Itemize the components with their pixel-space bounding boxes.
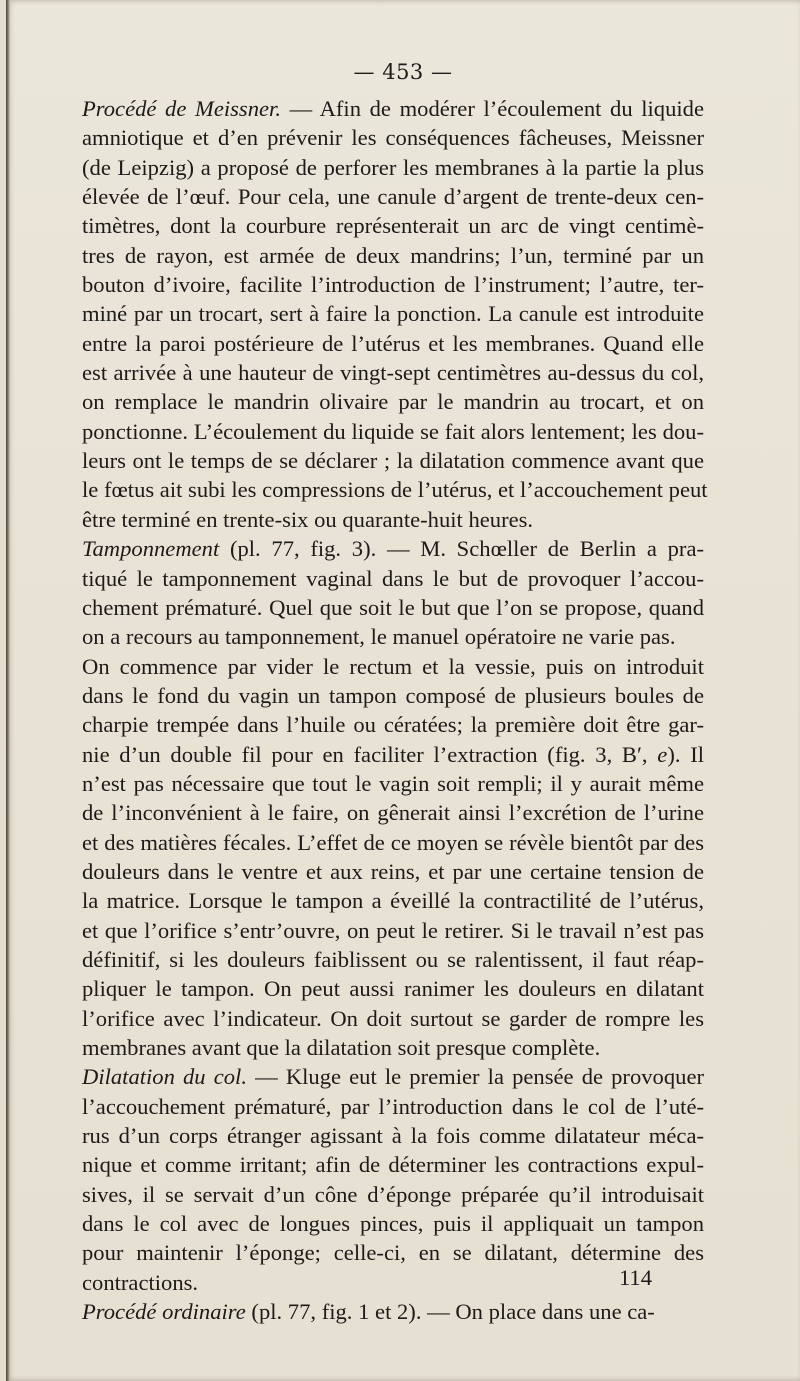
text-run: timètres, dont la courbure représenterait un arc de vingt centimè-: [82, 213, 704, 239]
text-run: définitif, si les douleurs faiblissent ou se ralentissent, il faut réap-: [82, 946, 704, 972]
signature-mark: 114: [618, 1265, 652, 1290]
text-run: (pl. 77, fig. 3). — M. Schœller de Berlin a pra-: [219, 536, 704, 562]
text-run: n’est pas nécessaire que tout le vagin soit rempli; il y aurait même: [82, 770, 704, 796]
text-line: [82, 798, 704, 827]
text-line: [82, 534, 704, 563]
text-line: [82, 1238, 704, 1267]
text-line: [82, 1209, 704, 1238]
text-run: tres de rayon, est armée de deux mandrins; l’un, terminé par un: [82, 242, 704, 268]
italic-run: Tamponnement: [82, 536, 220, 562]
text-line: [82, 299, 704, 328]
text-run: le fœtus ait subi les compressions de l’utérus, et l’accouchement peut: [82, 477, 708, 503]
text-line: [82, 475, 708, 504]
text-run: est arrivée à une hauteur de vingt-sept centimètres au-dessus du col,: [82, 360, 704, 386]
text-run: contractions.: [82, 1269, 199, 1295]
text-line: [82, 1121, 704, 1150]
text-line: [82, 1268, 704, 1297]
text-run: tiqué le tamponnement vaginal dans le but de provoquer l’accou-: [82, 565, 704, 591]
text-line: [82, 974, 704, 1003]
text-line: [82, 211, 704, 240]
text-line: [82, 1150, 704, 1179]
text-line: [82, 153, 704, 182]
text-line: [82, 1180, 704, 1209]
text-run: amniotique et d’en prévenir les conséquences fâcheuses, Meissner: [82, 125, 704, 151]
page-number: — 453 —: [353, 60, 453, 84]
text-line: [82, 593, 704, 622]
text-run: dans le fond du vagin un tampon composé de plusieurs boules de: [82, 682, 704, 708]
text-run: et que l’orifice s’entr’ouvre, on peut le retirer. Si le travail n’est pas: [82, 917, 704, 943]
text-line: [82, 886, 704, 915]
text-run: ponctionne. L’écoulement du liquide se fait alors lentement; les dou-: [82, 418, 704, 444]
text-line: [82, 1062, 704, 1091]
text-line: [82, 182, 704, 211]
text-run: et des matières fécales. L’effet de ce moyen se révèle bientôt par des: [82, 829, 704, 855]
text-line: [82, 505, 704, 534]
text-run: — Afin de modérer l’écoulement du liquide: [280, 96, 704, 121]
text-run: l’orifice avec l’indicateur. On doit surtout se garder de rompre les: [82, 1005, 704, 1031]
text-line: [82, 652, 704, 681]
text-run: charpie trempée dans l’huile ou cératées; la première doit être gar-: [82, 712, 704, 738]
text-run: On commence par vider le rectum et la vessie, puis on introduit: [82, 653, 704, 679]
text-line: [82, 740, 704, 769]
text-run: sives, il se servait d’un cône d’éponge préparée qu’il introduisait: [82, 1181, 704, 1207]
text-line: [82, 916, 704, 945]
text-run: (de Leipzig) a proposé de perforer les membranes à la partie la plus: [82, 154, 704, 180]
text-line: [82, 270, 704, 299]
text-line: [82, 1297, 704, 1326]
text-run: (pl. 77, fig. 1 et 2). — On place dans une ca-: [245, 1299, 655, 1325]
text-line: [82, 681, 704, 710]
page-gutter-edge: [6, 0, 10, 1381]
text-run: entre la paroi postérieure de l’utérus et les membranes. Quand elle: [82, 330, 704, 356]
text-run: leurs ont le temps de se déclarer ; la dilatation commence avant que: [82, 448, 704, 474]
text-run: nique et comme irritant; afin de déterminer les contractions expul-: [82, 1152, 704, 1178]
text-run: de l’inconvénient à le faire, on gênerait ainsi l’excrétion de l’urine: [82, 800, 704, 826]
italic-run: Procédé de Meissner.: [82, 96, 281, 121]
text-run: douleurs dans le ventre et aux reins, et par une certaine tension de: [82, 858, 704, 884]
body-text: [82, 94, 708, 1326]
book-page: [6, 0, 800, 1381]
text-run: élevée de l’œuf. Pour cela, une canule d’argent de trente-deux cen-: [82, 184, 704, 210]
text-line: [82, 564, 704, 593]
text-run: — Kluge eut le premier la pensée de provoquer: [246, 1064, 704, 1090]
text-line: [82, 945, 704, 974]
text-run: l’accouchement prématuré, par l’introduction dans le col de l’uté-: [82, 1093, 704, 1119]
italic-run: Procédé ordinaire: [82, 1299, 246, 1325]
text-run: la matrice. Lorsque le tampon a éveillé la contractilité de l’utérus,: [82, 888, 704, 914]
text-run: dans le col avec de longues pinces, puis il appliquait un tampon: [82, 1211, 704, 1237]
text-line: [82, 622, 704, 651]
text-line: [82, 446, 704, 475]
text-run: miné par un trocart, sert à faire la ponction. La canule est introduite: [82, 301, 704, 327]
text-run: rus d’un corps étranger agissant à la fois comme dilatateur méca-: [82, 1123, 704, 1149]
text-line: [82, 94, 704, 123]
text-run: pliquer le tampon. On peut aussi ranimer les douleurs en dilatant: [82, 976, 704, 1002]
text-run: on remplace le mandrin olivaire par le mandrin au trocart, et on: [82, 389, 704, 415]
text-line: [82, 1004, 704, 1033]
text-line: [82, 123, 704, 152]
text-line: [82, 417, 704, 446]
text-line: [82, 241, 704, 270]
text-line: [82, 387, 704, 416]
text-line: [82, 710, 704, 739]
text-run: chement prématuré. Quel que soit le but que l’on se propose, quand: [82, 594, 704, 620]
text-run: pour maintenir l’éponge; celle-ci, en se dilatant, détermine des: [82, 1240, 704, 1266]
text-run: ). Il: [667, 741, 705, 767]
text-line: [82, 329, 704, 358]
text-run: bouton d’ivoire, facilite l’introduction de l’instrument; l’autre, ter-: [82, 272, 704, 298]
italic-run: Dilatation du col.: [82, 1064, 247, 1090]
text-line: [82, 857, 704, 886]
text-run: être terminé en trente-six ou quarante-huit heures.: [82, 506, 534, 532]
text-line: [82, 769, 704, 798]
text-run: membranes avant que la dilatation soit presque complète.: [82, 1035, 601, 1060]
text-line: [82, 1092, 704, 1121]
text-run: on a recours au tamponnement, le manuel opératoire ne varie pas.: [82, 624, 676, 650]
text-line: [82, 1033, 704, 1062]
text-line: [82, 358, 704, 387]
italic-run: e: [657, 741, 668, 767]
text-line: [82, 828, 704, 857]
text-run: nie d’un double fil pour en faciliter l’extraction (fig. 3, B′,: [82, 741, 658, 767]
